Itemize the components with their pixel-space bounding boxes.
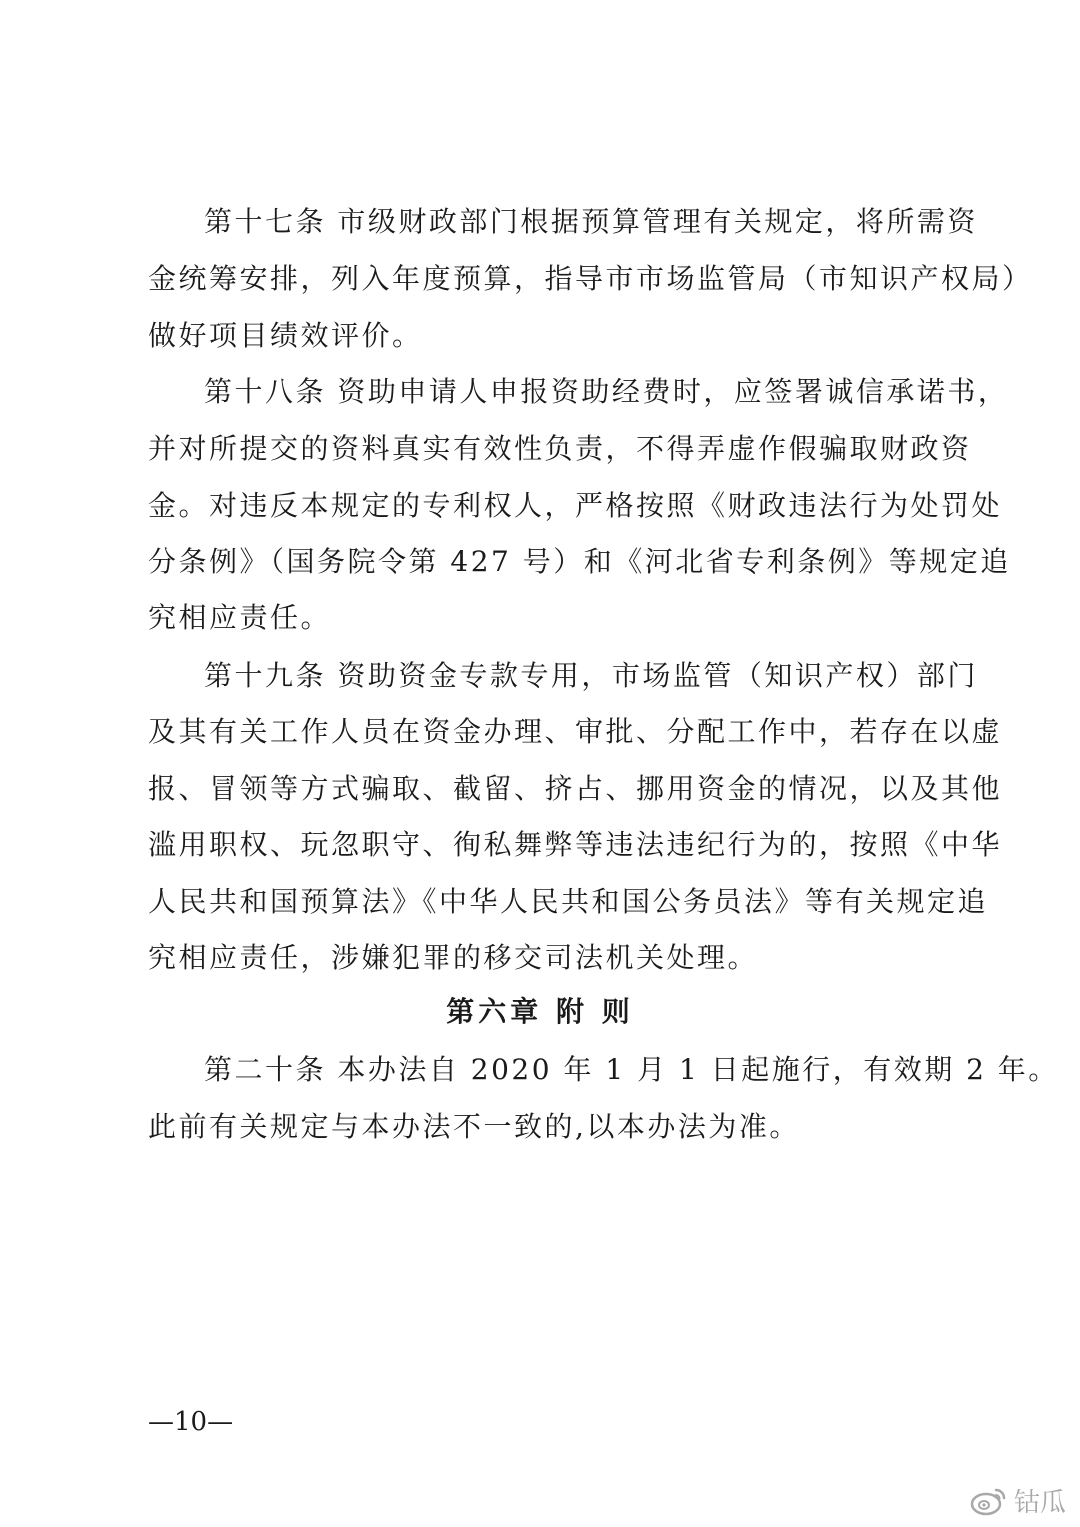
chapter-heading: 第六章 附 则 — [446, 995, 634, 1028]
article-19-line-5: 人民共和国预算法》《中华人民共和国公务员法》等有关规定追 — [148, 885, 989, 918]
article-19-line-3: 报、冒领等方式骗取、截留、挤占、挪用资金的情况，以及其他 — [148, 772, 1003, 805]
page-number: —10— — [148, 1407, 234, 1437]
article-18-line-5: 究相应责任。 — [148, 601, 332, 634]
article-20-line-1: 第二十条 本办法自 2020 年 1 月 1 日起施行，有效期 2 年。 — [204, 1053, 1059, 1086]
weibo-logo-icon — [970, 1486, 1008, 1516]
article-18-line-2: 并对所提交的资料真实有效性负责，不得弄虚作假骗取财政资 — [148, 432, 972, 465]
article-17-line-1: 第十七条 市级财政部门根据预算管理有关规定，将所需资 — [204, 205, 978, 238]
article-19-line-4: 滥用职权、玩忽职守、徇私舞弊等违法违纪行为的，按照《中华 — [148, 828, 1003, 861]
article-17-line-2: 金统筹安排，列入年度预算，指导市市场监管局（市知识产权局） — [148, 262, 1033, 295]
article-19-line-6: 究相应责任，涉嫌犯罪的移交司法机关处理。 — [148, 941, 759, 974]
watermark-text: 钴瓜 — [1013, 1488, 1066, 1518]
article-19-line-1: 第十九条 资助资金专款专用，市场监管（知识产权）部门 — [204, 659, 978, 692]
article-17-line-3: 做好项目绩效评价。 — [148, 319, 423, 352]
article-18-line-1: 第十八条 资助申请人申报资助经费时，应签署诚信承诺书， — [204, 375, 1009, 408]
article-19-line-2: 及其有关工作人员在资金办理、审批、分配工作中，若存在以虚 — [148, 715, 1003, 748]
article-18-line-4: 分条例》（国务院令第 427 号）和《河北省专利条例》等规定追 — [148, 545, 1011, 578]
article-20-line-2: 此前有关规定与本办法不一致的,以本办法为准。 — [148, 1110, 800, 1143]
article-18-line-3: 金。对违反本规定的专利权人，严格按照《财政违法行为处罚处 — [148, 489, 1003, 522]
watermark — [970, 1482, 1066, 1519]
